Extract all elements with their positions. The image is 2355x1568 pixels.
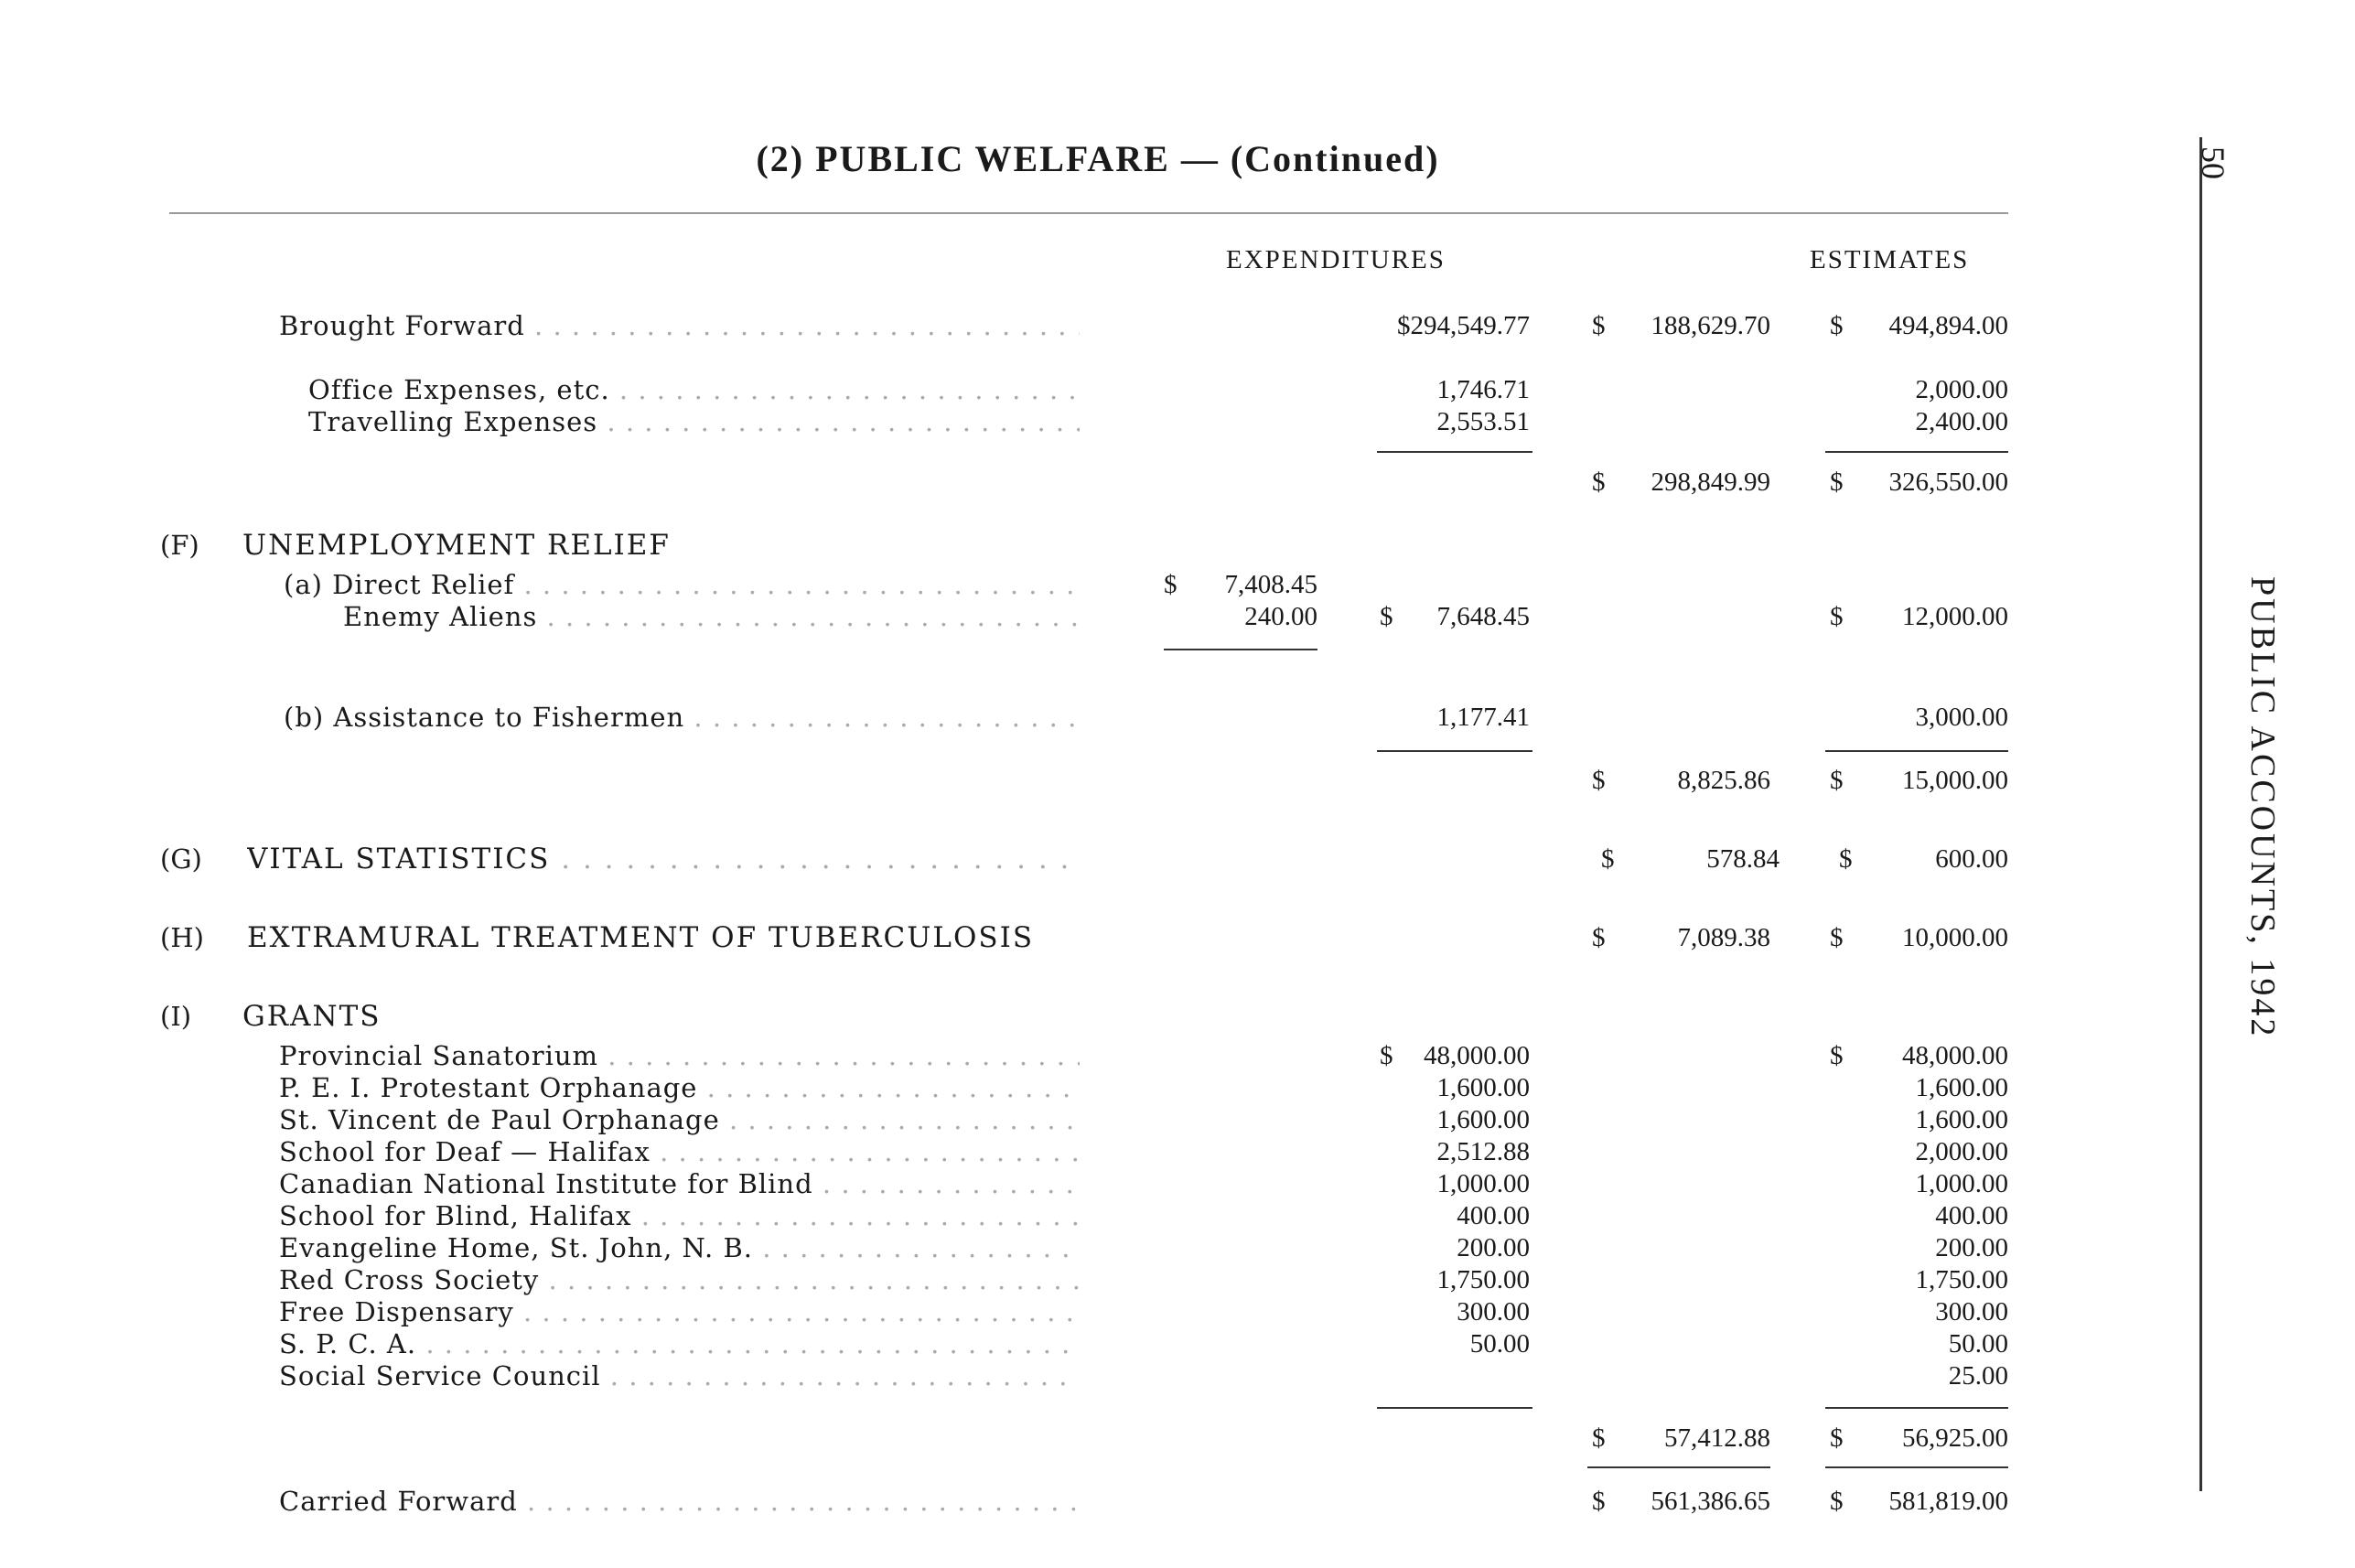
ledger-row-direct-relief [0, 567, 2355, 602]
running-head: PUBLIC ACCOUNTS, 1942 [2243, 576, 2282, 1039]
estimate-amount: 2,000.00 [1915, 375, 2008, 404]
estimate-amount: 2,400.00 [1915, 407, 2008, 436]
estimate-amount: 15,000.00 [1902, 766, 2008, 795]
dollar-sign: $ [1830, 1487, 1844, 1516]
estimate-amount: 2,000.00 [1915, 1137, 2008, 1166]
detail-amount: 7,408.45 [1224, 570, 1317, 599]
expenditure-total: 8,825.86 [1677, 766, 1770, 795]
expenditure-amount: 200.00 [1457, 1233, 1530, 1262]
ledger-row-carried-forward [0, 1484, 2355, 1519]
estimate-amount: 1,750.00 [1915, 1265, 2008, 1294]
expenditure-total: 298,849.99 [1651, 467, 1770, 497]
estimate-amount: 48,000.00 [1902, 1041, 2008, 1070]
dollar-sign: $ [1380, 602, 1393, 631]
expenditure-amount: 7,648.45 [1436, 602, 1530, 631]
grant-row [0, 1166, 2355, 1201]
expenditure-total: 188,629.70 [1651, 311, 1770, 340]
section-letter: (I) [160, 1001, 192, 1032]
expenditure-amount: 1,746.71 [1436, 375, 1530, 404]
estimate-amount: 600.00 [1935, 844, 2008, 874]
estimate-amount: 56,925.00 [1902, 1423, 2008, 1453]
dollar-sign: $ [1592, 1423, 1606, 1453]
expenditure-amount: 2,512.88 [1436, 1137, 1530, 1166]
estimate-amount: 326,550.00 [1888, 467, 2008, 497]
row-label: Canadian National Institute for Blind . . . [279, 1166, 1080, 1201]
section-letter: (H) [160, 922, 204, 953]
grant-row [0, 1294, 2355, 1329]
section-title: VITAL STATISTICS . . . [247, 842, 1080, 876]
estimate-amount: 200.00 [1935, 1233, 2008, 1262]
estimate-amount: 494,894.00 [1888, 311, 2008, 340]
total-rule [1825, 1466, 2008, 1468]
page-title: (2) PUBLIC WELFARE — (Continued) [756, 138, 1440, 179]
section-letter: (G) [160, 843, 202, 875]
row-label: S. P. C. A. . . . [279, 1326, 1080, 1361]
page-number: 50 [2195, 146, 2231, 179]
expenditure-amount: $294,549.77 [1397, 311, 1530, 340]
row-label: Travelling Expenses . . . [308, 404, 1080, 439]
dollar-sign: $ [1830, 766, 1844, 795]
detail-amount: 240.00 [1244, 602, 1317, 631]
dollar-sign: $ [1830, 1041, 1844, 1070]
row-label: Provincial Sanatorium . . . [279, 1038, 1080, 1073]
ledger-row-office-expenses [0, 372, 2355, 407]
grant-row [0, 1198, 2355, 1233]
section-title: UNEMPLOYMENT RELIEF [242, 529, 671, 562]
dollar-sign: $ [1592, 1487, 1606, 1516]
dollar-sign: $ [1164, 570, 1178, 599]
subtotal-rule [1825, 1407, 2008, 1409]
estimate-amount: 1,600.00 [1915, 1105, 2008, 1134]
expenditure-total: 578.84 [1706, 844, 1780, 874]
dollar-sign: $ [1830, 923, 1844, 952]
estimates-header: ESTIMATES [1810, 245, 1970, 274]
grant-row [0, 1070, 2355, 1105]
subtotal-rule [1377, 1407, 1532, 1409]
section-heading-grants [0, 999, 2355, 1034]
grant-row [0, 1038, 2355, 1073]
estimate-amount: 400.00 [1935, 1201, 2008, 1230]
section-heading-unemployment-relief [0, 528, 2355, 563]
subtotal-rule [1377, 750, 1532, 752]
section-row-vital-statistics [0, 842, 2355, 876]
row-label: School for Blind, Halifax . . . [279, 1198, 1080, 1233]
estimate-amount: 300.00 [1935, 1297, 2008, 1326]
section-title: GRANTS [242, 1000, 382, 1033]
dollar-sign: $ [1830, 602, 1844, 631]
row-label: Red Cross Society . . . [279, 1262, 1080, 1297]
row-label: (b) Assistance to Fishermen . . . [284, 700, 1080, 735]
section-letter: (F) [160, 530, 199, 561]
estimate-amount: 25.00 [1948, 1361, 2008, 1391]
subtotal-rule [1377, 451, 1532, 453]
ledger-row-fishermen [0, 700, 2355, 735]
dollar-sign: $ [1380, 1041, 1393, 1070]
expenditure-amount: 300.00 [1457, 1297, 1530, 1326]
estimate-amount: 12,000.00 [1902, 602, 2008, 631]
estimate-amount: 1,600.00 [1915, 1073, 2008, 1102]
row-label: St. Vincent de Paul Orphanage . . . [279, 1102, 1080, 1137]
ledger-row-subtotal-f [0, 763, 2355, 798]
grant-row [0, 1359, 2355, 1393]
dollar-sign: $ [1592, 467, 1606, 497]
expenditure-amount: 1,750.00 [1436, 1265, 1530, 1294]
dollar-sign: $ [1830, 311, 1844, 340]
row-label: (a) Direct Relief . . . [284, 567, 1080, 602]
expenditure-amount: 2,553.51 [1436, 407, 1530, 436]
header-rule [169, 212, 2008, 214]
estimate-amount: 3,000.00 [1915, 703, 2008, 732]
grant-row [0, 1102, 2355, 1137]
row-label: Free Dispensary . . . [279, 1294, 1080, 1329]
dollar-sign: $ [1601, 844, 1615, 874]
dollar-sign: $ [1592, 311, 1606, 340]
margin-rule [2199, 137, 2202, 1491]
total-rule [1587, 1466, 1770, 1468]
row-label: School for Deaf — Halifax . . . [279, 1134, 1080, 1169]
expenditure-total: 57,412.88 [1664, 1423, 1770, 1453]
expenditure-amount: 1,177.41 [1436, 703, 1530, 732]
subtotal-rule [1825, 451, 2008, 453]
expenditure-total: 7,089.38 [1677, 923, 1770, 952]
estimate-amount: 581,819.00 [1888, 1487, 2008, 1516]
estimate-amount: 50.00 [1948, 1329, 2008, 1359]
expenditure-amount: 1,000.00 [1436, 1169, 1530, 1198]
estimate-amount: 10,000.00 [1902, 923, 2008, 952]
row-label: Social Service Council . . . [279, 1359, 1080, 1393]
row-label: P. E. I. Protestant Orphanage . . . [279, 1070, 1080, 1105]
expenditure-amount: 50.00 [1469, 1329, 1530, 1359]
grant-row [0, 1134, 2355, 1169]
grant-row [0, 1230, 2355, 1265]
section-title: EXTRAMURAL TREATMENT OF TUBERCULOSIS [247, 921, 1035, 954]
dollar-sign: $ [1830, 467, 1844, 497]
row-label: Carried Forward . . . [279, 1484, 1080, 1519]
section-row-tuberculosis [0, 920, 2355, 955]
ledger-row-enemy-aliens [0, 599, 2355, 634]
expenditure-amount: 1,600.00 [1436, 1073, 1530, 1102]
row-label: Brought Forward . . . [279, 308, 1080, 343]
row-label: Enemy Aliens . . . [343, 599, 1080, 634]
dollar-sign: $ [1592, 923, 1606, 952]
ledger-row-subtotal [0, 465, 2355, 499]
estimate-amount: 1,000.00 [1915, 1169, 2008, 1198]
subtotal-rule [1825, 750, 2008, 752]
expenditures-header: EXPENDITURES [1226, 245, 1446, 274]
subtotal-rule [1164, 649, 1317, 650]
ledger-row-subtotal-grants [0, 1421, 2355, 1455]
dollar-sign: $ [1839, 844, 1853, 874]
ledger-row-travelling-expenses [0, 404, 2355, 439]
row-label: Evangeline Home, St. John, N. B. . . . [279, 1230, 1080, 1265]
row-label: Office Expenses, etc. . . . [308, 372, 1080, 407]
grant-row [0, 1262, 2355, 1297]
expenditure-amount: 400.00 [1457, 1201, 1530, 1230]
expenditure-amount: 48,000.00 [1424, 1041, 1530, 1070]
dollar-sign: $ [1592, 766, 1606, 795]
expenditure-amount: 1,600.00 [1436, 1105, 1530, 1134]
dollar-sign: $ [1830, 1423, 1844, 1453]
ledger-row-brought-forward [0, 308, 2355, 343]
grant-row [0, 1326, 2355, 1361]
expenditure-total: 561,386.65 [1651, 1487, 1770, 1516]
